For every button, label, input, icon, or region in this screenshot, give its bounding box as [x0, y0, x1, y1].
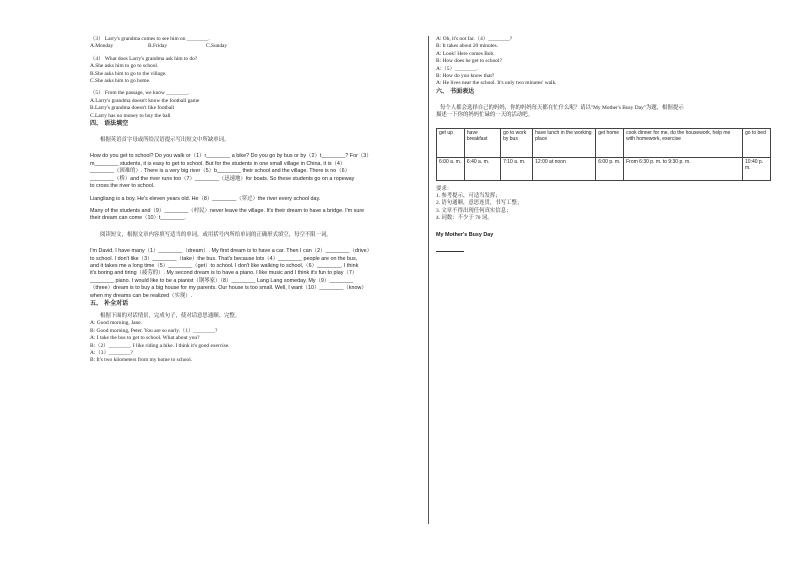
dialog-line: B: It takes about 20 minutes.: [436, 43, 498, 50]
passage-line: ________（困难的）. There is a very big river（5）b________ their school and the village. There is no（6）: [90, 168, 350, 175]
table-cell: 12:00 at noon: [533, 157, 596, 180]
dialog-line: A: I take the bus to get to school. What about you?: [90, 335, 200, 342]
section-4-title: 四、 语法填空: [90, 120, 129, 128]
option-c: C.Sunday: [206, 43, 228, 50]
table-cell: go to work by bus: [501, 128, 533, 157]
table-cell: 6:00 p. m.: [596, 157, 624, 180]
question-4-option-a: A.She asks him to go to school.: [90, 63, 159, 70]
essay-title: My Mother's Busy Day: [436, 231, 494, 238]
passage-line: it's boring and tiring（疲劳的）. My second dream is to have a piano. I like music and I think it's fun to play（7）: [90, 270, 358, 277]
passage-line: How do you get to school? Do you walk or（1）r________ a bike? Do you go by bus or by（2）t________? For（3）: [90, 153, 372, 160]
dialog-line: A:（3）________?: [90, 350, 133, 356]
column-divider: [428, 36, 429, 524]
dialog-line: A: Good morning, Jane.: [90, 320, 142, 327]
section-5-instruction: 根据下面的对话情景，完成句子，使对话意思通顺、完整。: [100, 312, 241, 319]
option-a: A.Monday: [90, 43, 114, 50]
question-3-options: [90, 43, 420, 50]
section-5-title: 五、 补全对话: [90, 299, 129, 307]
table-cell: 6:00 a. m.: [437, 157, 465, 180]
question-5-option-c: C.Larry has no money to buy the ball: [90, 112, 171, 119]
passage-2: [90, 248, 420, 300]
passage-line: and it takes me a long time（5）________（get）to school. I don't like walking to school,（6）________. I think: [90, 262, 359, 269]
dialog-line: B: How does he get to school?: [436, 58, 502, 65]
passage-2-instruction: 阅读短文，根据文章内容填写适当的单词，或用括号内所给单词的正确形式填空，每空不限一词。: [100, 231, 332, 238]
section-4-instruction: 根据英语首字母或所给汉语提示写出短文中所缺单词。: [100, 137, 230, 144]
requirement-item: 2. 语句通顺，意思连贯，书写工整；: [436, 200, 523, 207]
question-4-option-b: B.She asks him to go to the village.: [90, 70, 167, 77]
table-row: [437, 157, 771, 180]
table-cell: have lunch in the working place: [533, 128, 596, 157]
question-4-option-c: C.She asks him to go home.: [90, 78, 151, 85]
question-5-option-b: B.Larry's grandma doesn't like football: [90, 105, 175, 112]
question-5-option-a: A.Larry's grandma doesn't know the football game: [90, 97, 200, 104]
table-cell: 6:40 a. m.: [464, 157, 500, 180]
table-cell: From 6:30 p. m. to 9:30 p. m.: [624, 157, 743, 180]
passage-line: （three）dream is to buy a big house for my parents. Our house is too small. Well, I want（10）________（know）: [90, 285, 367, 292]
left-column: [90, 36, 420, 365]
passage-line: their dream can come（10）t________.: [90, 215, 186, 222]
table-cell: 7:10 a. m.: [501, 157, 533, 180]
section-6-instruction: 每个人都会选择自己的妈妈，你的妈妈每天都在忙什么呢？请以"My Mother's Busy Day"为题，根据提示: [440, 104, 684, 111]
table-cell: have breakfast: [464, 128, 500, 157]
dialog-line: A: He lives near the school. It's only two minutes' walk.: [436, 80, 557, 87]
passage-line: ________（桥）and the river runs too（7）________（迅速地）for boats. So these students go on a ropeway: [90, 175, 355, 182]
passage-1: [90, 153, 420, 222]
dialog-line: A: Look! Here comes Bob.: [436, 50, 495, 57]
option-b: B.Friday: [148, 43, 168, 50]
table-cell: 10:40 p. m.: [743, 157, 771, 180]
passage-line: Liangliang is a boy. He's eleven years old. He（8）________（穿过）the river every school day.: [90, 195, 321, 202]
table-cell: get up: [437, 128, 465, 157]
table-cell: cook dinner for me, do the housework, help me with homework, exercise: [624, 128, 743, 157]
section-6-title: 六、 书面表达: [436, 87, 475, 95]
dialog-line: B: How do you know that?: [436, 73, 495, 80]
passage-line: I'm David. I have many（1）________（dream）. My first dream is to have a car. Then I can（2）________（drive）: [90, 248, 372, 255]
table-row: [437, 128, 771, 157]
right-column: [436, 36, 776, 252]
schedule-table: [436, 128, 771, 181]
section-6-instruction: 描述一下你的妈妈忙碌的一天的活动吧。: [436, 112, 534, 119]
passage-line: Many of the students and（9）________（村民）never leave the village. It's their dream to have a bridge. I'm sure: [90, 207, 365, 214]
question-5: （5） From the passage, we know ________.: [90, 90, 190, 97]
passage-line: to cross the river to school.: [90, 183, 155, 190]
dialog-line: B: It's two kilometers from my home to school.: [90, 357, 193, 364]
requirement-item: 4. 词数：不少于 70 词。: [436, 215, 493, 222]
passage-line: to school. I don't like（3）________（take）the bus. That's because lots（4）________ people are on the bus,: [90, 255, 358, 262]
table-cell: get home: [596, 128, 624, 157]
question-3: （3） Larry's grandma comes to see him on ________.: [90, 36, 210, 42]
passage-line: when my dreams can be realized（实现）.: [90, 292, 193, 299]
question-4: （4） What does Larry's grandma ask him to do?: [90, 55, 198, 62]
table-cell: go to bed: [743, 128, 771, 157]
passage-line: m________ students, it is easy to get to school. But for the students in one small village in China, it is（4）: [90, 160, 346, 167]
requirements-title: 要求：: [436, 185, 453, 192]
dialog-line: B: Good morning, Peter. You are so early.（1）________?: [90, 327, 218, 334]
answer-line: [436, 245, 464, 252]
dialog-line: B:（2）________. I like riding a bike. I think it's good exercise.: [90, 342, 230, 349]
dialog-line: A:（5）________.: [436, 65, 478, 72]
passage-line: ________ piano. I would like to be a pianist（钢琴家）（8）________ Lang Lang someday. My（9）________: [90, 277, 354, 284]
dialog-line: A: Oh, it's not far.（4）________?: [436, 36, 513, 42]
requirement-item: 3. 文章不得出现任何真实信息；: [436, 207, 512, 214]
requirement-item: 1. 参考提示，可适当发挥；: [436, 193, 501, 200]
